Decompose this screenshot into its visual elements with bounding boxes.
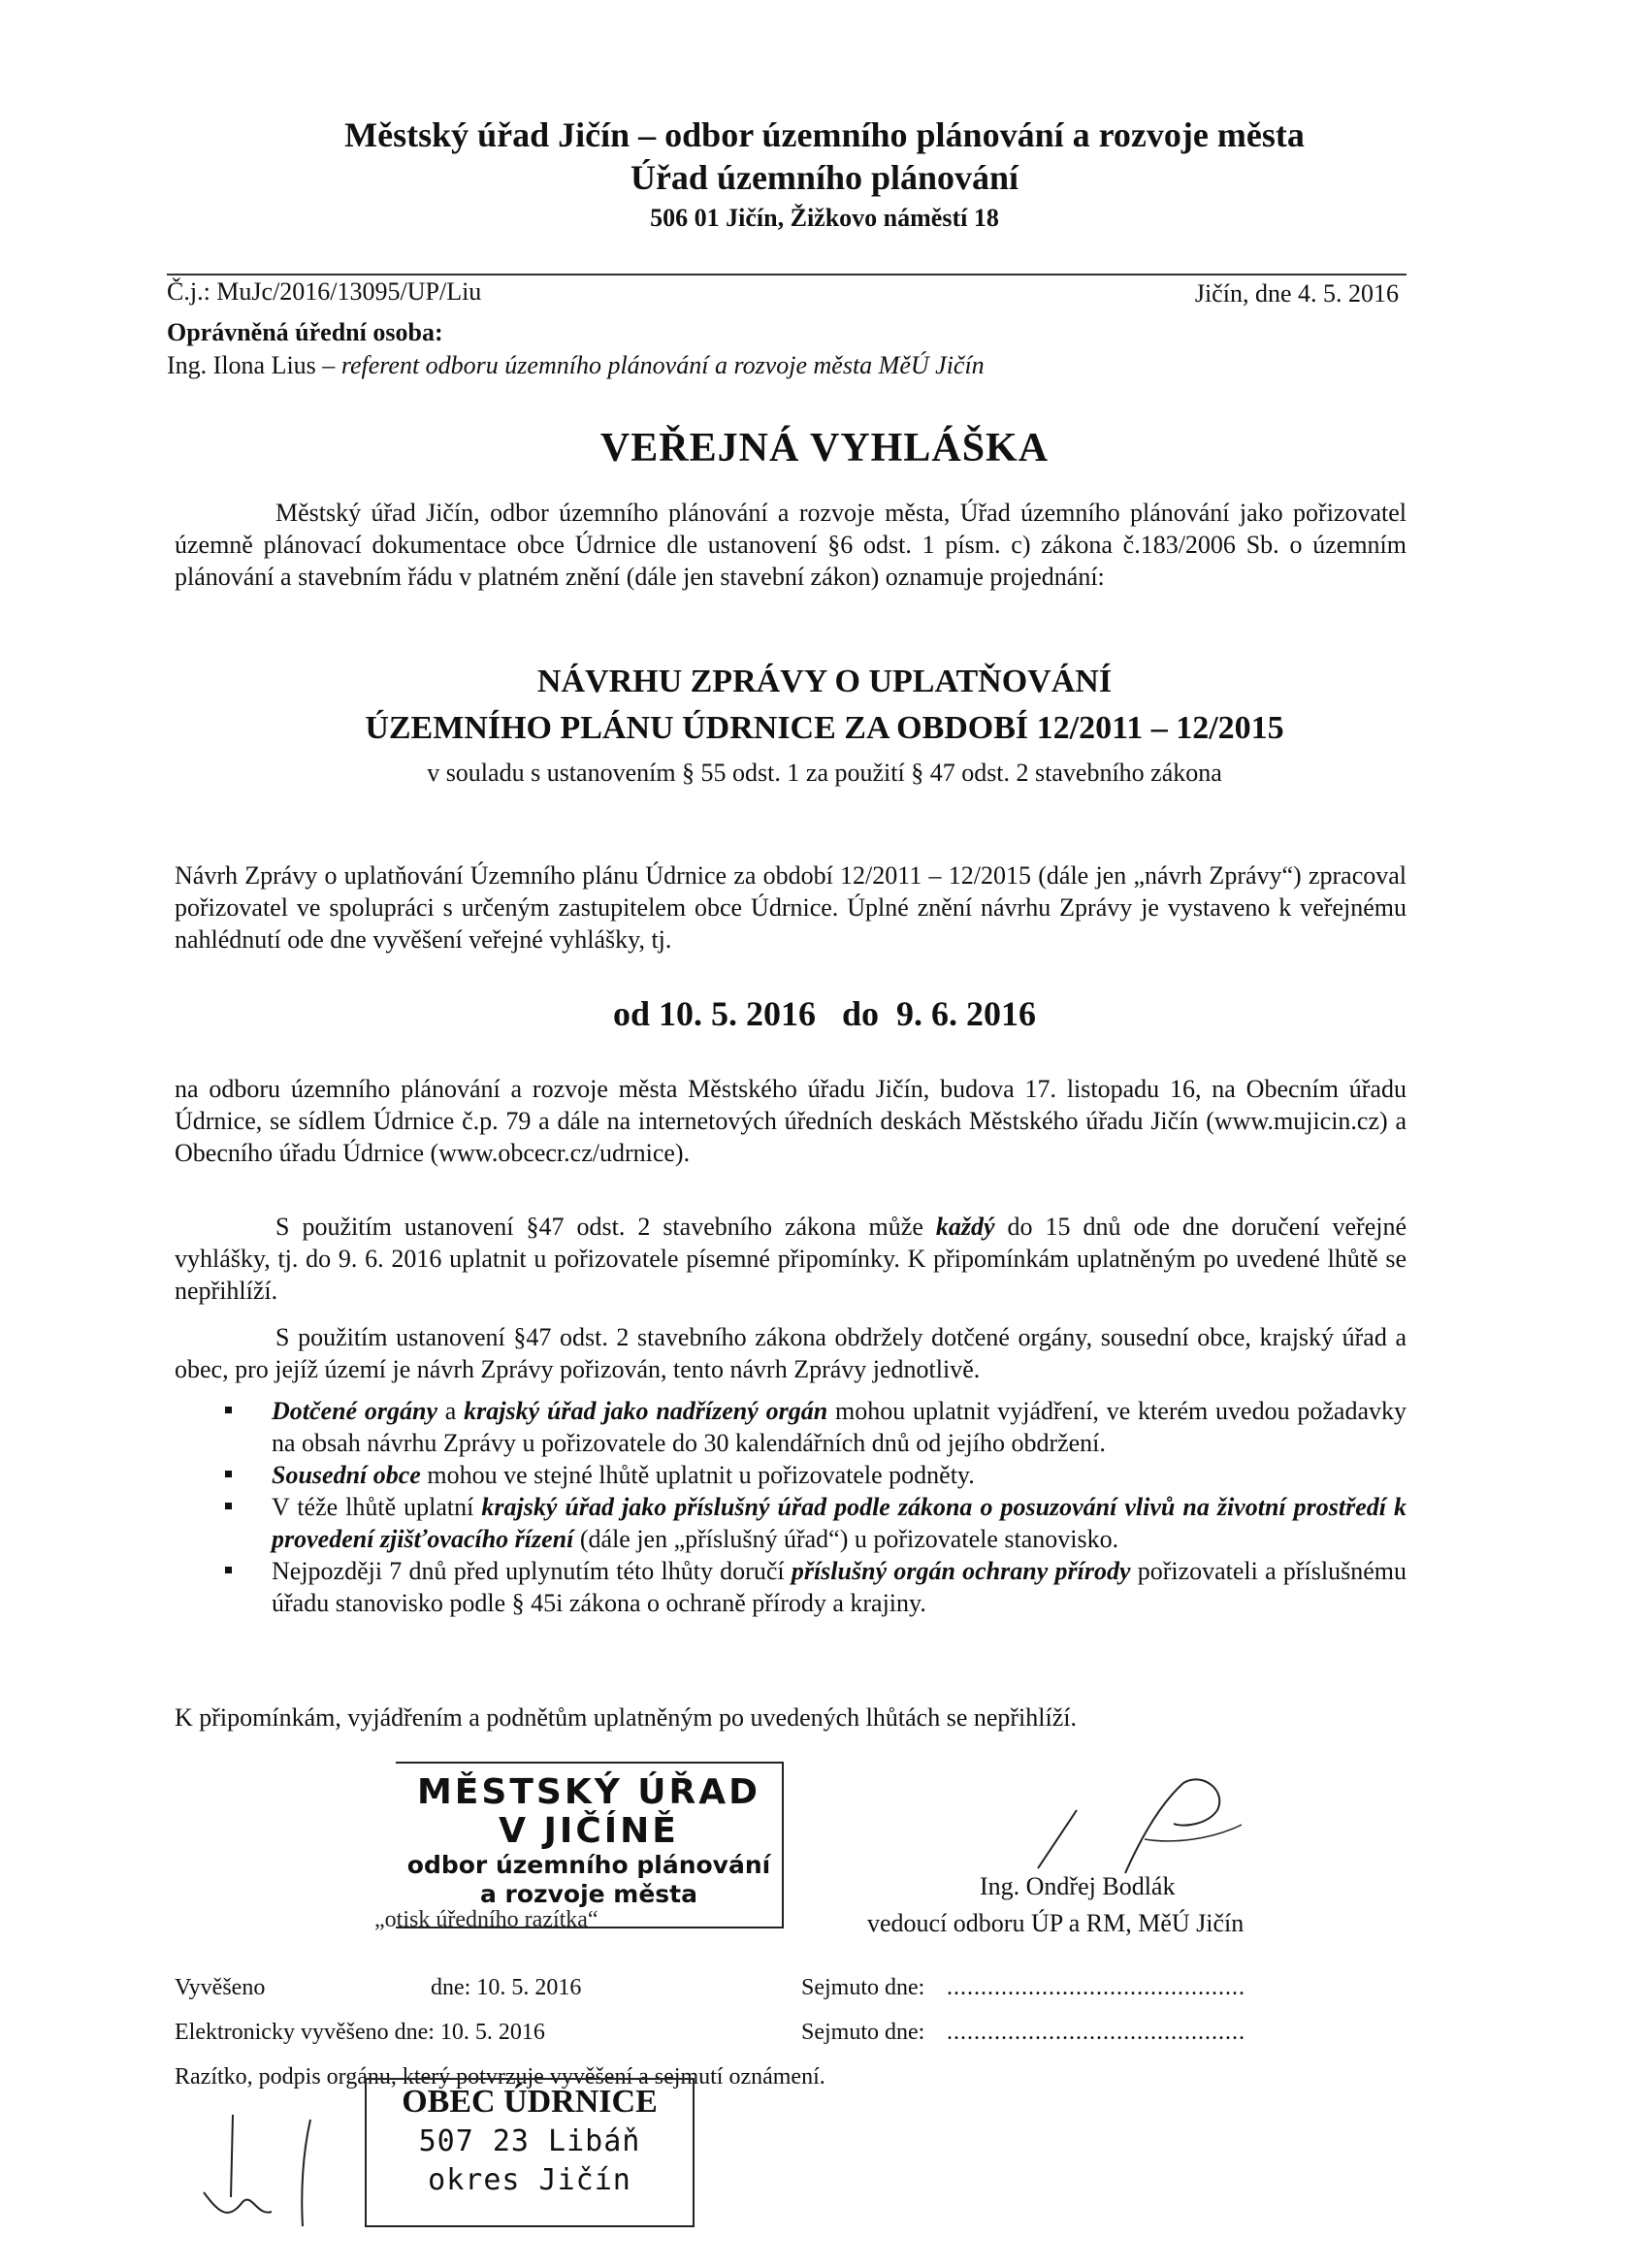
p4-text-c: do 15 dnů ode dne doručení veřejné vyhlášky, tj. do 9. 6. 2016 uplatnit u pořizovatele písemné připomínky. K připomínkám uplatněným po uvedené lhůtě se nepřihlíží. (175, 1213, 1406, 1305)
bullet-list (221, 1395, 1406, 1619)
header-divider (167, 274, 1406, 275)
removed-label-2: Sejmuto dne: (801, 2020, 925, 2045)
b4-text-c: pořizovateli a příslušnému úřadu stanovisko podle § 45i zákona o ochraně přírody a krajiny. (272, 1557, 1406, 1617)
header-department: Úřad územního plánování (630, 158, 1019, 197)
p5-text: S použitím ustanovení §47 odst. 2 stavebního zákona obdržely dotčené orgány, sousední obce, krajský úřad a obec, pro jejíž území je návrh Zprávy pořizován, tento návrh Zprávy jednotlivě. (175, 1323, 1406, 1383)
b2-text-b: mohou ve stejné lhůtě uplatnit u pořizovatele podněty. (420, 1461, 975, 1489)
closing-statement: K připomínkám, vyjádřením a podnětům uplatněným po uvedených lhůtách se nepřihlíží. (175, 1703, 1077, 1732)
removed-label: Sejmuto dne: (801, 1975, 925, 2000)
list-item (221, 1491, 1406, 1555)
document-title: VEŘEJNÁ VYHLÁŠKA (599, 426, 1050, 470)
display-period: od 10. 5. 2016 do 9. 6. 2016 (612, 994, 1037, 1033)
intro-text: Městský úřad Jičín, odbor územního plánování a rozvoje města, Úřad územního plánování jako pořizovatel územně plánovací dokumentace obce Údrnice dle ustanovení §6 odst. 1 písm. c) zákona č.183/2006 Sb. o územním plánování a stavebním řádu v platném znění (dále jen stavební zákon) oznamuje projednání: (175, 499, 1406, 591)
officer-line (167, 351, 985, 380)
paragraph-comments (175, 1211, 1406, 1307)
signatory-name: Ing. Ondřej Bodlák (980, 1872, 1176, 1900)
stamp-line-4: a rozvoje města (479, 1880, 698, 1908)
stamp-caption: „otisk úředního razítka“ (374, 1907, 598, 1932)
paragraph-locations: na odboru územního plánování a rozvoje města Městského úřadu Jičín, budova 17. listopadu 16, na Obecním úřadu Údrnice, se sídlem Údrnice č.p. 79 a dále na internetových úředních deskách Městského úřadu Jičín (www.mujicin.cz) a Obecního úřadu Údrnice (www.obcecr.cz/udrnice). (175, 1075, 1406, 1167)
stamp-line-3: odbor územního plánování (406, 1851, 771, 1879)
stamp2-line-2: 507 23 Libáň (418, 2124, 641, 2158)
paragraph-draft-report: Návrh Zprávy o uplatňování Územního plánu Údrnice za období 12/2011 – 12/2015 (dále jen „návrh Zprávy“) zpracoval pořizovatel ve spolupráci s určeným zastupitelem obce Údrnice. Úplné znění návrhu Zprávy je vystaveno k veřejnému nahlédnutí ode dne vyvěšení veřejné vyhlášky, tj. (175, 861, 1406, 954)
officer-name: Ing. Ilona Lius – (167, 351, 341, 379)
list-item (221, 1459, 1406, 1491)
stamp2-line-3: okres Jičín (428, 2163, 631, 2197)
stamp2-line-1: OBEC ÚDRNICE (402, 2084, 658, 2120)
paragraph-recipients (175, 1321, 1406, 1385)
document-date: Jičín, dne 4. 5. 2016 (1194, 279, 1399, 308)
stamp-line-1: MĚSTSKÝ ÚŘAD (416, 1772, 761, 1812)
header-office: Městský úřad Jičín – odbor územního plánování a rozvoje města (344, 115, 1305, 154)
handwritten-signature (194, 2105, 340, 2231)
posted-label: Vyvěšeno (175, 1975, 266, 2000)
posted-date: dne: 10. 5. 2016 (431, 1975, 582, 2000)
subject-line-3: v souladu s ustanovením § 55 odst. 1 za použití § 47 odst. 2 stavebního zákona (427, 759, 1222, 787)
list-item (221, 1555, 1406, 1619)
removed-date-field-2: ............................................ (947, 2020, 1245, 2045)
b3-text-c: (dále jen „příslušný úřad“) u pořizovatele stanovisko. (573, 1525, 1119, 1553)
signature-mark (1018, 1771, 1251, 1878)
header-address: 506 01 Jičín, Žižkovo náměstí 18 (650, 204, 999, 232)
p4-text-a: S použitím ustanovení §47 odst. 2 stavebního zákona může (275, 1213, 936, 1241)
b1-emph-c: krajský úřad jako nadřízený orgán (464, 1397, 828, 1425)
stamp-line-2: V JIČÍNĚ (499, 1811, 679, 1851)
b3-emph-b: krajský úřad jako příslušný úřad podle zákona o posuzování vlivů na životní prostředí k provedení zjišťovacího řízení (272, 1493, 1406, 1553)
signatory-role: vedoucí odboru ÚP a RM, MěÚ Jičín (867, 1909, 1245, 1937)
reference-number: Č.j.: MuJc/2016/13095/UP/Liu (167, 277, 482, 306)
electronic-posted: Elektronicky vyvěšeno dne: 10. 5. 2016 (175, 2020, 545, 2045)
subject-line-2: ÚZEMNÍHO PLÁNU ÚDRNICE ZA OBDOBÍ 12/2011 – 12/2015 (365, 710, 1284, 746)
municipality-stamp (365, 2078, 695, 2227)
p4-emphasis: každý (935, 1213, 995, 1241)
b2-emph-a: Sousední obce (272, 1461, 421, 1489)
b1-text-d: mohou uplatnit vyjádření, ve kterém uvedou požadavky na obsah návrhu Zprávy u pořizovatele do 30 kalendářních dnů od jejího obdržení. (272, 1397, 1407, 1457)
stamp-note: Razítko, podpis orgánu, který potvrzuje vyvěšení a sejmutí oznámení. (175, 2064, 825, 2090)
removed-date-field: ............................................ (947, 1975, 1245, 2000)
b3-text-a: V téže lhůtě uplatní (272, 1493, 482, 1521)
subject-line-1: NÁVRHU ZPRÁVY O UPLATŇOVÁNÍ (536, 664, 1113, 699)
b4-emph-b: příslušný orgán ochrany přírody (791, 1557, 1131, 1585)
office-stamp (396, 1762, 784, 1928)
officer-label: Oprávněná úřední osoba: (167, 318, 443, 346)
b1-text-b: a (437, 1397, 465, 1425)
b1-emph-a: Dotčené orgány (272, 1397, 437, 1425)
b4-text-a: Nejpozději 7 dnů před uplynutím této lhůty doručí (272, 1557, 792, 1585)
officer-role: referent odboru územního plánování a rozvoje města MěÚ Jičín (340, 351, 985, 379)
intro-paragraph (175, 497, 1406, 593)
list-item (221, 1395, 1406, 1459)
